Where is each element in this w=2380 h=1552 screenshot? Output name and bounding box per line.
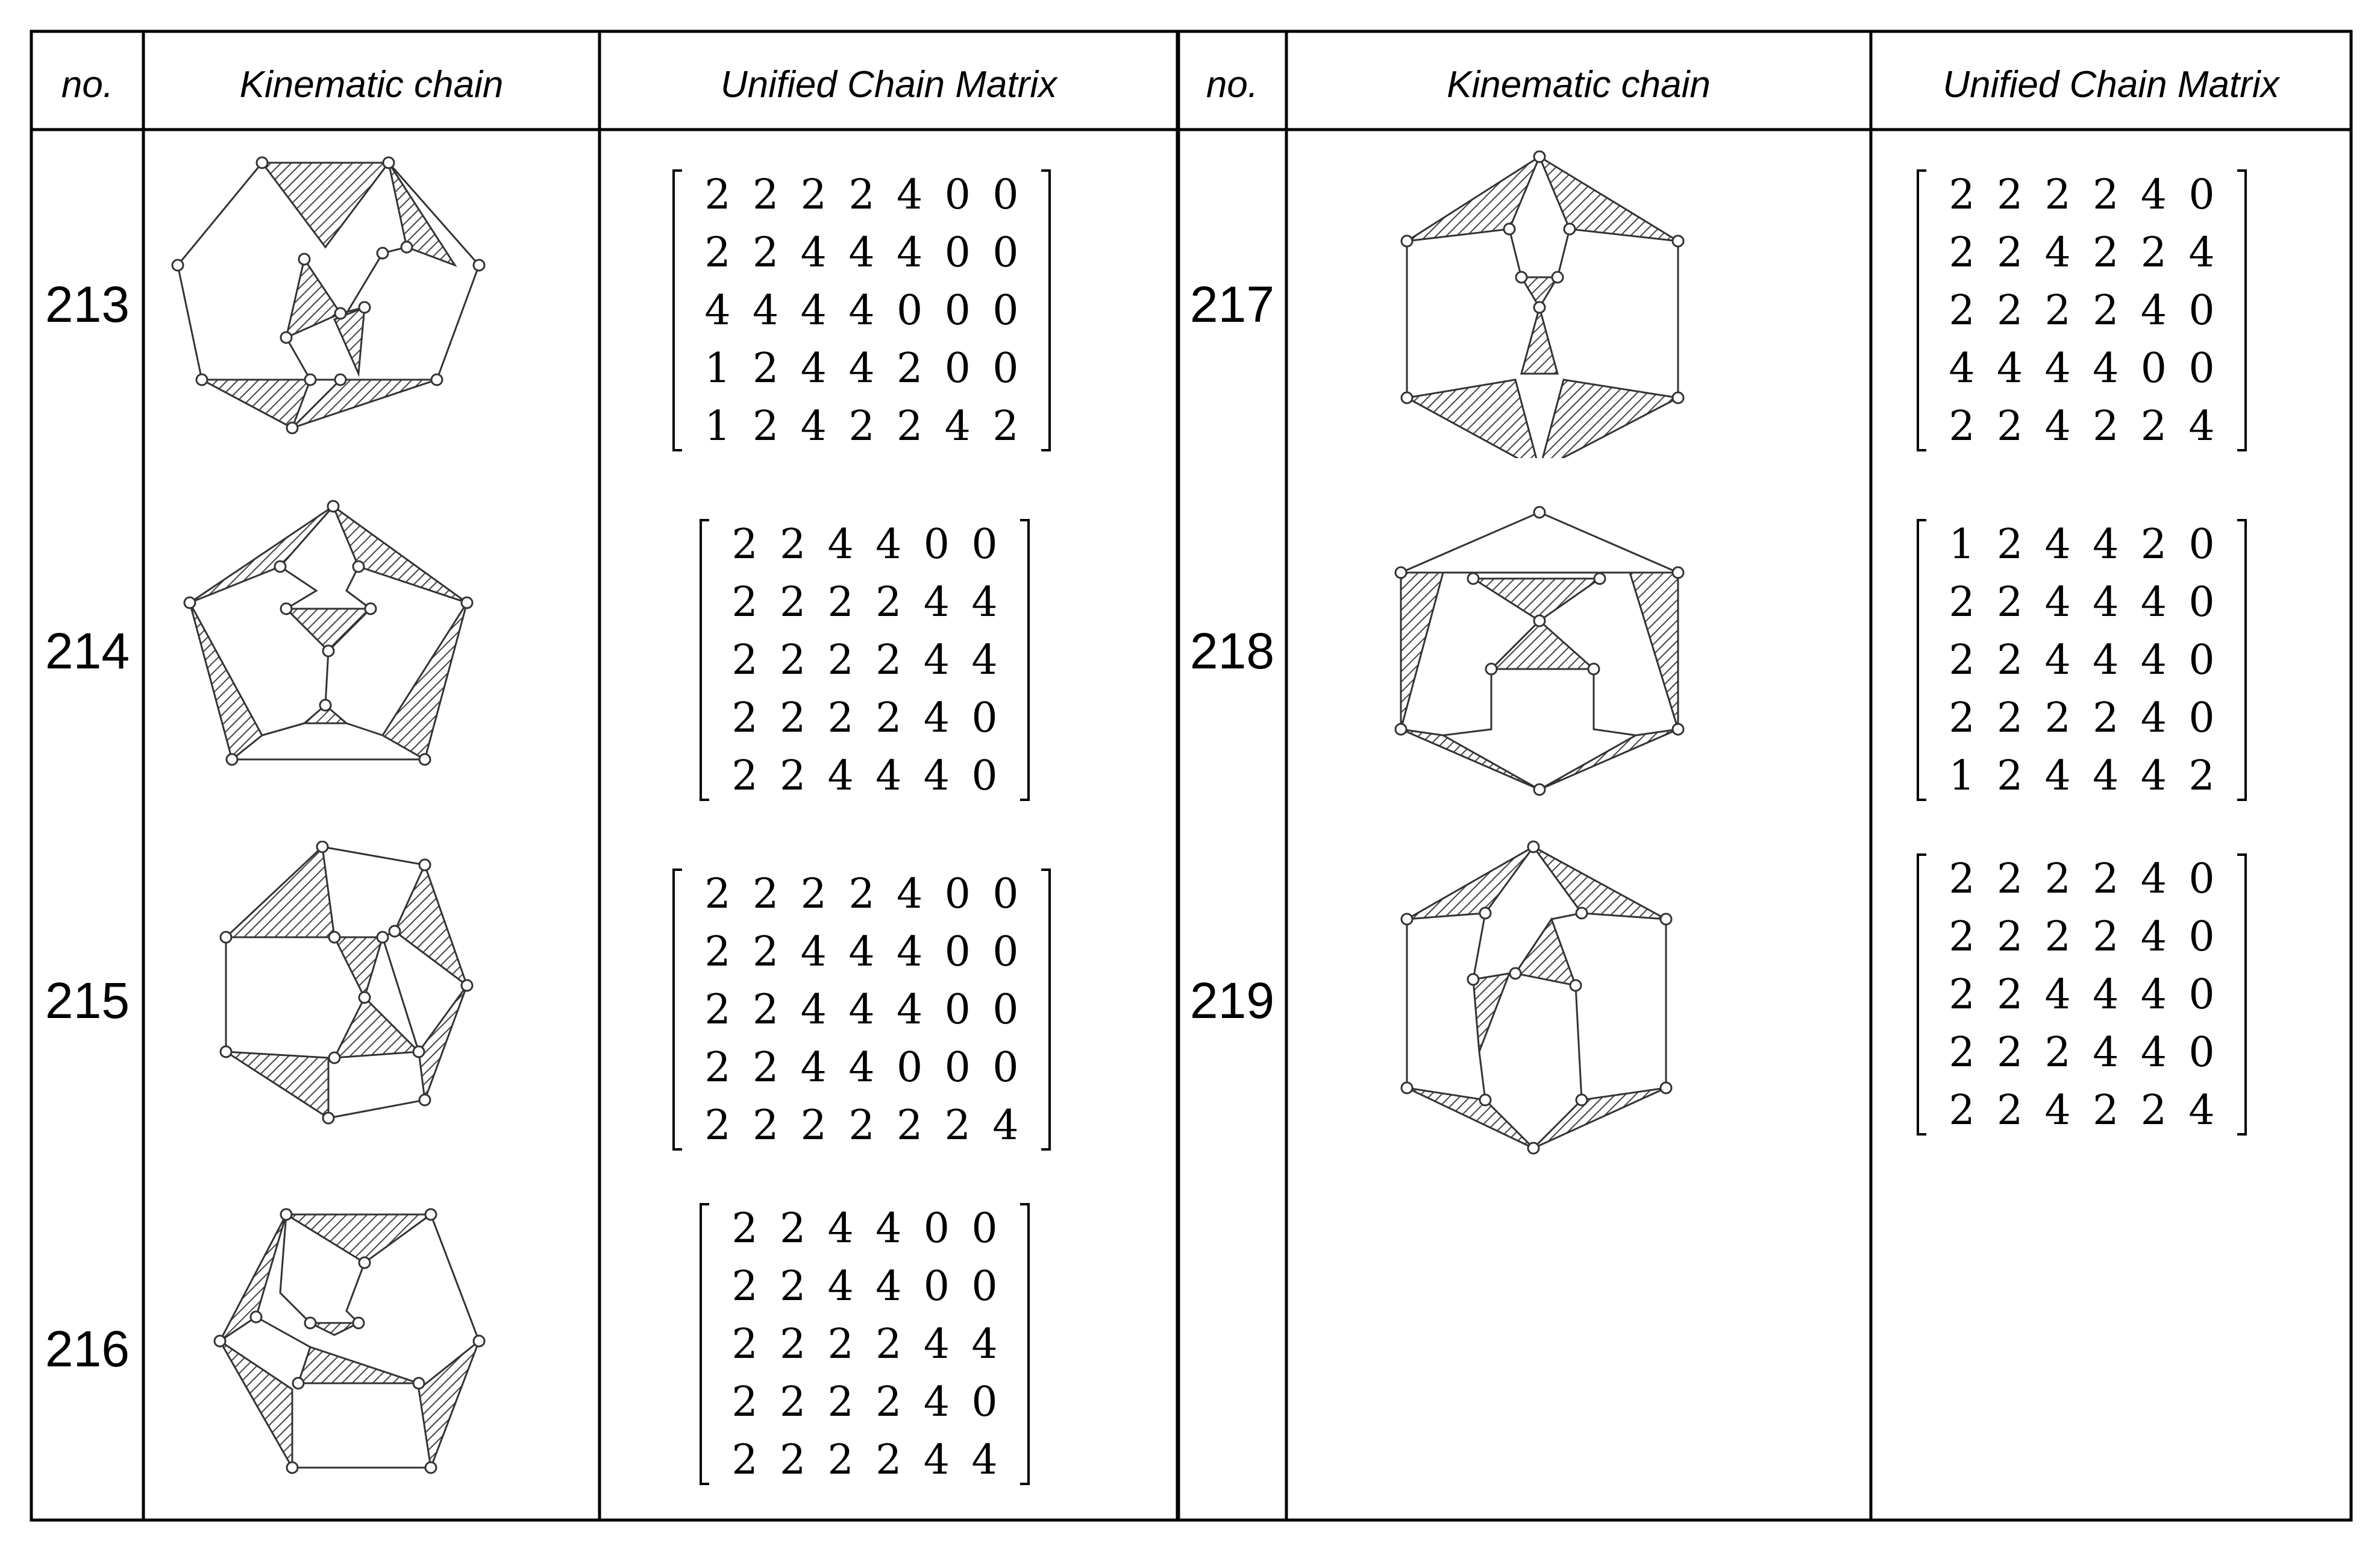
matrix-cell: 2 bbox=[753, 1043, 779, 1092]
matrix-cell: 2 bbox=[875, 636, 902, 684]
matrix-cell: 2 bbox=[1949, 228, 1975, 277]
matrix-cell: 2 bbox=[704, 985, 731, 1034]
matrix-cell: 2 bbox=[1996, 402, 2023, 450]
matrix-cell: 0 bbox=[923, 1262, 950, 1310]
matrix-cell: 2 bbox=[1996, 578, 2023, 626]
matrix-cell: 2 bbox=[800, 1101, 827, 1149]
matrix-cell: 0 bbox=[2188, 636, 2215, 684]
matrix-cell: 2 bbox=[779, 578, 806, 626]
matrix-cell: 1 bbox=[1949, 520, 1975, 568]
matrix-cell: 2 bbox=[1996, 694, 2023, 742]
matrix-cell: 4 bbox=[800, 1043, 827, 1092]
matrix-cell: 2 bbox=[2093, 1086, 2119, 1134]
matrix-cell: 4 bbox=[2093, 752, 2119, 800]
matrix-cell: 4 bbox=[896, 171, 923, 219]
matrix-cell: 2 bbox=[1949, 694, 1975, 742]
matrix-cell: 2 bbox=[2044, 286, 2071, 335]
matrix-cell: 2 bbox=[779, 636, 806, 684]
matrix-cell: 4 bbox=[2044, 344, 2071, 392]
matrix-cell: 2 bbox=[896, 344, 923, 392]
matrix-cell: 2 bbox=[827, 636, 854, 684]
matrix-cell: 4 bbox=[875, 1204, 902, 1252]
matrix-cell: 4 bbox=[827, 520, 854, 568]
matrix-cell: 4 bbox=[2093, 344, 2119, 392]
matrix-cell: 2 bbox=[731, 1320, 758, 1368]
matrix-cell: 2 bbox=[848, 402, 875, 450]
row-number: 213 bbox=[45, 275, 130, 333]
matrix-cell: 0 bbox=[2140, 344, 2167, 392]
matrix-cell: 4 bbox=[848, 985, 875, 1034]
kinematic-chain-diagram bbox=[166, 841, 503, 1154]
matrix-cell: 2 bbox=[896, 402, 923, 450]
matrix-cell: 2 bbox=[2140, 1086, 2167, 1134]
matrix-cell: 2 bbox=[2044, 694, 2071, 742]
header-kinematic-chain-right: Kinematic chain bbox=[1447, 63, 1711, 105]
matrix-cell: 2 bbox=[753, 1101, 779, 1149]
matrix-cell: 2 bbox=[2044, 171, 2071, 219]
matrix-cell: 4 bbox=[2140, 970, 2167, 1019]
matrix-cell: 4 bbox=[2044, 1086, 2071, 1134]
matrix-cell: 0 bbox=[923, 520, 950, 568]
matrix-cell: 0 bbox=[2188, 970, 2215, 1019]
matrix-cell: 4 bbox=[2044, 228, 2071, 277]
matrix-cell: 2 bbox=[992, 402, 1019, 450]
matrix-cell: 4 bbox=[2093, 1028, 2119, 1076]
matrix-cell: 0 bbox=[992, 171, 1019, 219]
matrix-cell: 0 bbox=[2188, 913, 2215, 961]
matrix-cell: 2 bbox=[2093, 694, 2119, 742]
matrix-cell: 4 bbox=[2140, 855, 2167, 903]
matrix-cell: 0 bbox=[923, 1204, 950, 1252]
matrix-cell: 0 bbox=[971, 694, 998, 742]
matrix-cell: 2 bbox=[753, 928, 779, 976]
matrix-cell: 2 bbox=[827, 578, 854, 626]
matrix-cell: 2 bbox=[1996, 1086, 2023, 1134]
header-kinematic-chain-left: Kinematic chain bbox=[239, 63, 504, 105]
matrix-cell: 4 bbox=[2140, 694, 2167, 742]
matrix-cell: 2 bbox=[1996, 752, 2023, 800]
matrix-cell: 0 bbox=[2188, 171, 2215, 219]
matrix-cell: 4 bbox=[848, 1043, 875, 1092]
matrix-cell: 2 bbox=[1949, 855, 1975, 903]
matrix-cell: 2 bbox=[800, 171, 827, 219]
matrix-cell: 2 bbox=[2093, 228, 2119, 277]
matrix-cell: 4 bbox=[2093, 970, 2119, 1019]
matrix-cell: 2 bbox=[1996, 855, 2023, 903]
matrix-cell: 2 bbox=[2140, 402, 2167, 450]
matrix-cell: 0 bbox=[2188, 578, 2215, 626]
matrix-cell: 4 bbox=[800, 286, 827, 335]
matrix-brackets bbox=[1913, 850, 2250, 1139]
matrix-cell: 2 bbox=[704, 928, 731, 976]
matrix-cell: 2 bbox=[779, 1262, 806, 1310]
matrix-cell: 2 bbox=[2140, 520, 2167, 568]
matrix-cell: 2 bbox=[875, 1378, 902, 1426]
matrix-cell: 0 bbox=[944, 171, 971, 219]
matrix-cell: 2 bbox=[1949, 578, 1975, 626]
matrix-cell: 2 bbox=[731, 520, 758, 568]
matrix-cell: 4 bbox=[800, 402, 827, 450]
matrix-cell: 2 bbox=[1996, 636, 2023, 684]
matrix-cell: 0 bbox=[992, 228, 1019, 277]
matrix-cell: 2 bbox=[753, 228, 779, 277]
matrix-cell: 2 bbox=[2093, 286, 2119, 335]
matrix-cell: 0 bbox=[2188, 520, 2215, 568]
matrix-cell: 4 bbox=[2044, 636, 2071, 684]
matrix-cell: 4 bbox=[2044, 402, 2071, 450]
matrix-cell: 4 bbox=[2140, 752, 2167, 800]
matrix-cell: 2 bbox=[1949, 970, 1975, 1019]
matrix-cell: 2 bbox=[2044, 913, 2071, 961]
kinematic-chain-diagram bbox=[1353, 145, 1690, 458]
matrix-cell: 4 bbox=[896, 228, 923, 277]
matrix-cell: 4 bbox=[2093, 578, 2119, 626]
matrix-cell: 2 bbox=[731, 694, 758, 742]
matrix-cell: 2 bbox=[1949, 636, 1975, 684]
matrix-cell: 4 bbox=[2044, 752, 2071, 800]
matrix-cell: 1 bbox=[1949, 752, 1975, 800]
matrix-cell: 4 bbox=[2140, 636, 2167, 684]
header-unified-chain-matrix-right: Unified Chain Matrix bbox=[1943, 63, 2279, 105]
matrix-cell: 2 bbox=[704, 171, 731, 219]
matrix-cell: 2 bbox=[704, 870, 731, 918]
matrix-cell: 4 bbox=[2044, 520, 2071, 568]
matrix-cell: 0 bbox=[2188, 1028, 2215, 1076]
matrix-cell: 4 bbox=[800, 928, 827, 976]
unified-chain-matrix bbox=[669, 865, 1054, 1154]
header-no-left: no. bbox=[61, 63, 114, 105]
matrix-cell: 4 bbox=[971, 1320, 998, 1368]
matrix-cell: 4 bbox=[2044, 578, 2071, 626]
matrix-cell: 2 bbox=[731, 752, 758, 800]
row-number: 219 bbox=[1189, 972, 1275, 1029]
matrix-cell: 0 bbox=[971, 1378, 998, 1426]
matrix-cell: 2 bbox=[2140, 228, 2167, 277]
matrix-cell: 2 bbox=[2188, 752, 2215, 800]
unified-chain-matrix bbox=[696, 515, 1033, 805]
matrix-cell: 4 bbox=[2188, 402, 2215, 450]
matrix-cell: 4 bbox=[1949, 344, 1975, 392]
matrix-cell: 2 bbox=[1949, 1086, 1975, 1134]
matrix-cell: 2 bbox=[800, 870, 827, 918]
matrix-cell: 4 bbox=[848, 344, 875, 392]
matrix-cell: 1 bbox=[704, 344, 731, 392]
matrix-cell: 0 bbox=[2188, 694, 2215, 742]
matrix-cell: 2 bbox=[827, 694, 854, 742]
matrix-cell: 2 bbox=[1996, 286, 2023, 335]
row-number: 217 bbox=[1189, 275, 1275, 333]
matrix-cell: 4 bbox=[827, 1204, 854, 1252]
matrix-cell: 2 bbox=[704, 228, 731, 277]
matrix-cell: 4 bbox=[800, 228, 827, 277]
matrix-cell: 2 bbox=[896, 1101, 923, 1149]
matrix-cell: 4 bbox=[827, 1262, 854, 1310]
matrix-cell: 0 bbox=[971, 752, 998, 800]
matrix-cell: 2 bbox=[731, 1436, 758, 1484]
matrix-cell: 2 bbox=[1949, 1028, 1975, 1076]
kinematic-chain-diagram bbox=[166, 145, 503, 458]
matrix-cell: 2 bbox=[2093, 855, 2119, 903]
matrix-brackets bbox=[1913, 515, 2250, 805]
matrix-cell: 2 bbox=[2044, 855, 2071, 903]
matrix-cell: 2 bbox=[875, 1436, 902, 1484]
row-number: 218 bbox=[1189, 622, 1275, 679]
matrix-cell: 2 bbox=[731, 578, 758, 626]
matrix-cell: 2 bbox=[753, 985, 779, 1034]
matrix-cell: 4 bbox=[2093, 520, 2119, 568]
matrix-brackets bbox=[696, 1199, 1033, 1489]
matrix-cell: 2 bbox=[779, 1320, 806, 1368]
matrix-cell: 0 bbox=[944, 1043, 971, 1092]
matrix-cell: 0 bbox=[896, 1043, 923, 1092]
matrix-cell: 2 bbox=[1996, 171, 2023, 219]
matrix-cell: 2 bbox=[753, 402, 779, 450]
matrix-cell: 4 bbox=[800, 985, 827, 1034]
matrix-cell: 2 bbox=[753, 870, 779, 918]
matrix-cell: 0 bbox=[944, 344, 971, 392]
matrix-cell: 4 bbox=[923, 694, 950, 742]
matrix-cell: 0 bbox=[992, 928, 1019, 976]
matrix-cell: 2 bbox=[848, 1101, 875, 1149]
matrix-cell: 4 bbox=[800, 344, 827, 392]
matrix-cell: 0 bbox=[992, 1043, 1019, 1092]
matrix-cell: 4 bbox=[2140, 913, 2167, 961]
matrix-cell: 2 bbox=[827, 1436, 854, 1484]
matrix-cell: 4 bbox=[923, 1436, 950, 1484]
matrix-cell: 0 bbox=[992, 286, 1019, 335]
matrix-cell: 2 bbox=[731, 1204, 758, 1252]
matrix-cell: 4 bbox=[753, 286, 779, 335]
matrix-cell: 2 bbox=[779, 520, 806, 568]
matrix-cell: 2 bbox=[779, 1204, 806, 1252]
matrix-cell: 2 bbox=[1996, 970, 2023, 1019]
unified-chain-matrix bbox=[1913, 850, 2250, 1139]
matrix-cell: 0 bbox=[992, 985, 1019, 1034]
matrix-cell: 2 bbox=[1996, 913, 2023, 961]
unified-chain-matrix bbox=[696, 1199, 1033, 1489]
matrix-cell: 4 bbox=[2188, 1086, 2215, 1134]
matrix-cell: 2 bbox=[779, 752, 806, 800]
matrix-cell: 4 bbox=[704, 286, 731, 335]
matrix-cell: 2 bbox=[1996, 1028, 2023, 1076]
kinematic-chain-diagram bbox=[166, 1190, 503, 1504]
matrix-cell: 2 bbox=[944, 1101, 971, 1149]
kinematic-chain-diagram bbox=[1353, 494, 1690, 808]
matrix-cell: 4 bbox=[827, 752, 854, 800]
matrix-cell: 2 bbox=[848, 870, 875, 918]
matrix-cell: 4 bbox=[923, 752, 950, 800]
matrix-cell: 2 bbox=[731, 636, 758, 684]
matrix-cell: 4 bbox=[896, 928, 923, 976]
matrix-cell: 4 bbox=[992, 1101, 1019, 1149]
matrix-cell: 4 bbox=[848, 228, 875, 277]
matrix-cell: 0 bbox=[992, 344, 1019, 392]
row-number: 214 bbox=[45, 622, 130, 679]
matrix-cell: 0 bbox=[2188, 855, 2215, 903]
matrix-cell: 2 bbox=[2093, 913, 2119, 961]
matrix-cell: 0 bbox=[944, 228, 971, 277]
matrix-cell: 2 bbox=[875, 578, 902, 626]
matrix-cell: 2 bbox=[731, 1378, 758, 1426]
matrix-cell: 4 bbox=[875, 1262, 902, 1310]
matrix-cell: 4 bbox=[2093, 636, 2119, 684]
matrix-cell: 4 bbox=[2140, 171, 2167, 219]
matrix-cell: 4 bbox=[2188, 228, 2215, 277]
matrix-cell: 4 bbox=[923, 1320, 950, 1368]
matrix-cell: 2 bbox=[1996, 520, 2023, 568]
matrix-cell: 4 bbox=[2140, 578, 2167, 626]
matrix-cell: 2 bbox=[2093, 171, 2119, 219]
matrix-brackets bbox=[669, 166, 1054, 455]
matrix-cell: 0 bbox=[971, 1204, 998, 1252]
matrix-cell: 4 bbox=[1996, 344, 2023, 392]
matrix-cell: 2 bbox=[1949, 913, 1975, 961]
matrix-cell: 4 bbox=[971, 1436, 998, 1484]
matrix-cell: 4 bbox=[896, 985, 923, 1034]
matrix-cell: 2 bbox=[875, 694, 902, 742]
matrix-cell: 0 bbox=[944, 985, 971, 1034]
matrix-cell: 2 bbox=[827, 1320, 854, 1368]
matrix-cell: 2 bbox=[779, 694, 806, 742]
matrix-cell: 2 bbox=[753, 171, 779, 219]
matrix-cell: 2 bbox=[1996, 228, 2023, 277]
matrix-cell: 2 bbox=[779, 1378, 806, 1426]
header-no-right: no. bbox=[1206, 63, 1259, 105]
unified-chain-matrix bbox=[669, 166, 1054, 455]
matrix-cell: 2 bbox=[1949, 171, 1975, 219]
matrix-cell: 1 bbox=[704, 402, 731, 450]
matrix-cell: 0 bbox=[2188, 286, 2215, 335]
matrix-cell: 4 bbox=[875, 752, 902, 800]
matrix-cell: 2 bbox=[704, 1101, 731, 1149]
matrix-cell: 2 bbox=[731, 1262, 758, 1310]
matrix-cell: 2 bbox=[848, 171, 875, 219]
matrix-cell: 2 bbox=[875, 1320, 902, 1368]
matrix-cell: 4 bbox=[944, 402, 971, 450]
matrix-cell: 0 bbox=[896, 286, 923, 335]
matrix-brackets bbox=[669, 865, 1054, 1154]
matrix-brackets bbox=[1913, 166, 2250, 455]
matrix-cell: 0 bbox=[2188, 344, 2215, 392]
matrix-cell: 2 bbox=[779, 1436, 806, 1484]
matrix-cell: 2 bbox=[2093, 402, 2119, 450]
unified-chain-matrix bbox=[1913, 515, 2250, 805]
matrix-cell: 0 bbox=[971, 1262, 998, 1310]
matrix-cell: 0 bbox=[944, 286, 971, 335]
matrix-cell: 4 bbox=[923, 578, 950, 626]
matrix-cell: 4 bbox=[848, 286, 875, 335]
kinematic-chain-diagram bbox=[1353, 835, 1690, 1172]
unified-chain-matrix bbox=[1913, 166, 2250, 455]
matrix-cell: 0 bbox=[944, 928, 971, 976]
matrix-brackets bbox=[696, 515, 1033, 805]
matrix-cell: 2 bbox=[827, 1378, 854, 1426]
header-unified-chain-matrix-left: Unified Chain Matrix bbox=[720, 63, 1057, 105]
kinematic-chain-diagram bbox=[166, 494, 503, 808]
matrix-cell: 0 bbox=[971, 520, 998, 568]
matrix-cell: 4 bbox=[971, 636, 998, 684]
matrix-cell: 4 bbox=[923, 1378, 950, 1426]
matrix-cell: 4 bbox=[923, 636, 950, 684]
matrix-cell: 4 bbox=[2140, 1028, 2167, 1076]
matrix-cell: 4 bbox=[971, 578, 998, 626]
matrix-cell: 2 bbox=[704, 1043, 731, 1092]
matrix-cell: 4 bbox=[848, 928, 875, 976]
matrix-cell: 4 bbox=[896, 870, 923, 918]
matrix-cell: 4 bbox=[2140, 286, 2167, 335]
matrix-cell: 4 bbox=[875, 520, 902, 568]
matrix-cell: 2 bbox=[1949, 286, 1975, 335]
matrix-cell: 2 bbox=[753, 344, 779, 392]
matrix-cell: 0 bbox=[992, 870, 1019, 918]
row-number: 216 bbox=[45, 1320, 130, 1377]
matrix-cell: 4 bbox=[2044, 970, 2071, 1019]
row-number: 215 bbox=[45, 972, 130, 1029]
matrix-cell: 2 bbox=[2044, 1028, 2071, 1076]
matrix-cell: 2 bbox=[1949, 402, 1975, 450]
matrix-cell: 0 bbox=[944, 870, 971, 918]
